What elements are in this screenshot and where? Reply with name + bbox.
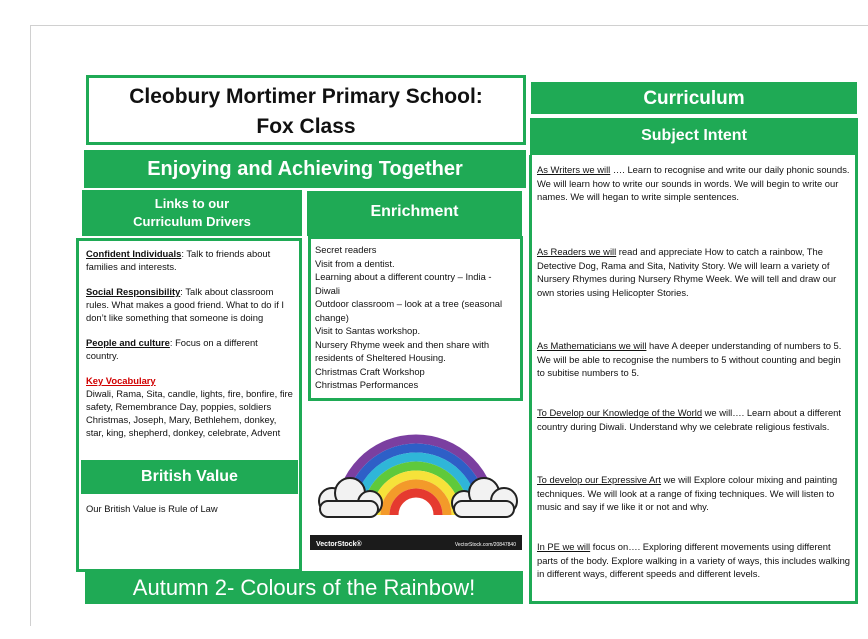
key-vocabulary (86, 374, 293, 439)
british-value-heading: British Value (81, 460, 298, 494)
rainbow-image (310, 415, 522, 550)
social-label: Social Responsibility (86, 286, 181, 297)
pe-section (537, 540, 851, 581)
enrichment-item: Christmas Craft Workshop (315, 365, 425, 377)
enrichment-item: Nursery Rhyme week and then share with residents of Sheltered Housing. (315, 338, 490, 363)
school-title-line1: Cleobury Mortimer Primary School: (129, 85, 483, 108)
enrichment-item: Learning about a different country – India - Diwali (315, 271, 492, 296)
social-responsibility (86, 285, 293, 324)
section-text: we will…. Learn about a different country during Diwali. Understand why we celebrate religious festivals. (537, 407, 841, 432)
section-text: have A deeper understanding of numbers to 5. We will be able to recognise the numbers to 5 without counting and begin to subitise numbers to 5. (537, 340, 842, 378)
world-section (537, 406, 851, 433)
section-lead: As Readers we will (537, 246, 617, 257)
enrichment-item: Visit to Santas workshop. (315, 325, 421, 336)
school-title-line2: Fox Class (256, 115, 356, 138)
british-value-text: Our British Value is Rule of Law (86, 503, 218, 514)
curriculum-heading: Curriculum (531, 82, 857, 114)
section-lead: In PE we will (537, 541, 591, 552)
people-text: : Focus on a different country. (86, 337, 258, 361)
section-text: focus on…. Exploring different movements using different parts of the body. Explore walking in a variety of ways, this includes walking in different ways, different speeds and different levels. (537, 541, 850, 579)
maths-section (537, 339, 851, 380)
links-heading-line2: Curriculum Drivers (133, 214, 251, 229)
writers-section (537, 163, 851, 204)
enrichment-item: Outdoor classroom – look at a tree (seasonal change) (315, 298, 503, 323)
confident-individuals (86, 247, 293, 273)
curriculum-drivers-box (76, 238, 302, 572)
enrichment-heading: Enrichment (307, 191, 522, 236)
term-banner: Autumn 2- Colours of the Rainbow! (85, 571, 523, 604)
subject-intent-box (529, 155, 858, 604)
people-label: People and culture (86, 337, 170, 348)
enrichment-box (308, 236, 523, 401)
vocab-label: Key Vocabulary (86, 375, 156, 386)
expressive-art-section (537, 473, 851, 514)
vocab-text: Diwali, Rama, Sita, candle, lights, fire, bonfire, fire safety, Remembrance Day, poppies, soldiers Christmas, Joseph, Mary, Bethlehem, donkey, star, king, shepherd, donkey, celebrate, Advent (86, 388, 293, 438)
watermark-left: VectorStock® (316, 541, 362, 548)
social-text: : Talk about classroom rules. What makes a good friend. What to do if I don’t like something that someone is doing (86, 286, 285, 323)
enrichment-item: Visit from a dentist. (315, 257, 395, 269)
confident-label: Confident Individuals (86, 248, 182, 259)
section-lead: As Mathematicians we will (537, 340, 647, 351)
links-heading (82, 190, 302, 236)
readers-section (537, 245, 851, 299)
subject-intent-heading: Subject Intent (530, 118, 858, 156)
section-lead: To develop our Expressive Art (537, 474, 662, 485)
section-text: read and appreciate How to catch a rainbow, The Detective Dog, Rama and Sita, Nativity Story. We will learn a variety of Nursery Rhymes during Nursery Rhyme Week. We will tell and draw our own stories using Helicopter Stories. (537, 246, 837, 298)
section-lead: To Develop our Knowledge of the World (537, 407, 703, 418)
people-culture (86, 336, 293, 362)
links-heading-line1: Links to our (154, 196, 230, 211)
enrichment-item: Christmas Performances (315, 379, 419, 390)
watermark-right: VectorStock.com/20847840 (454, 542, 516, 548)
section-text: we will Explore colour mixing and painting techniques. We will look at a range of fixing techniques. We will listen to music and say if we like it or not and why. (537, 474, 838, 512)
enrichment-item: Secret readers (315, 244, 377, 255)
motto-banner: Enjoying and Achieving Together (84, 150, 526, 188)
section-lead: As Writers we will (537, 164, 611, 175)
section-text: …. Learn to recognise and write our daily phonic sounds. We will learn how to write our sounds in words. We will begin to write our names. We will hegan to write simple sentences. (537, 164, 850, 202)
confident-text: : Talk to friends about families and interests. (86, 248, 271, 272)
school-title (86, 75, 526, 145)
